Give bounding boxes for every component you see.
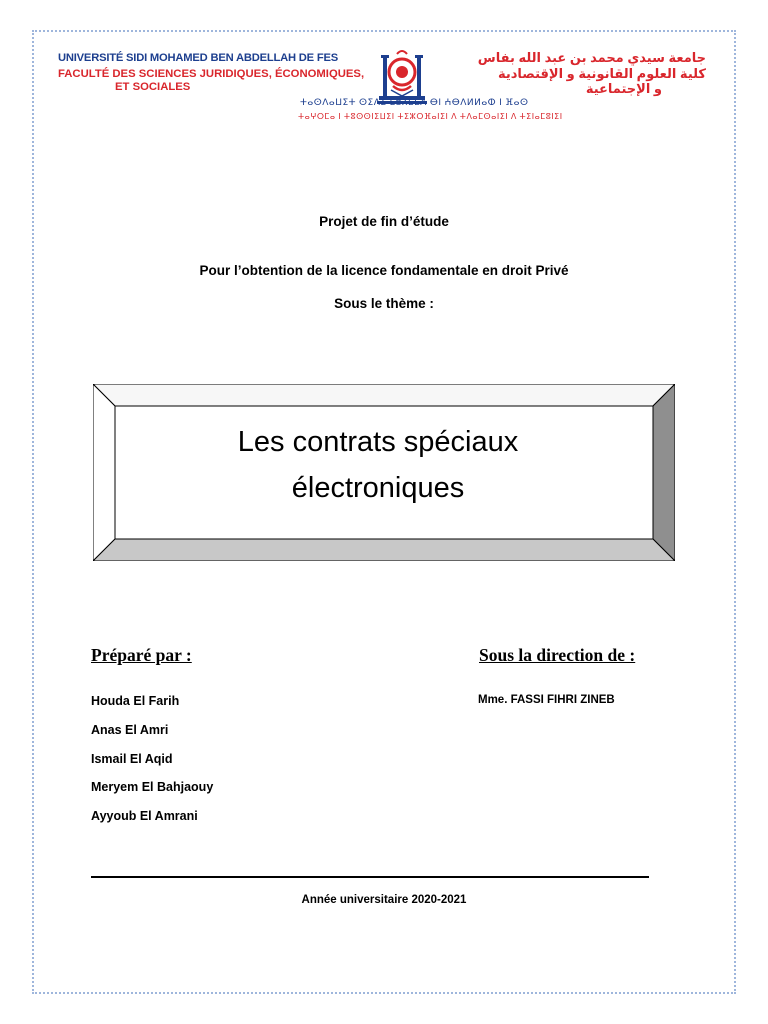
author-name: Ayyoub El Amrani — [91, 809, 198, 823]
faculty-name-ar-line1: كلية العلوم القانونية و الإقتصادية — [497, 66, 706, 81]
university-name-ar: جامعة سيدي محمد بن عبد الله بفاس — [477, 50, 706, 65]
faculty-name-ar-line2: و الإجتماعية — [585, 81, 662, 96]
author-name: Ismail El Aqid — [91, 752, 173, 766]
document-title — [115, 406, 641, 524]
prepared-by-heading: Préparé par : — [91, 645, 192, 665]
document-title-line1: Les contrats spéciaux — [237, 426, 519, 458]
header-french — [58, 52, 364, 94]
supervisor-name: Mme. FASSI FIHRI ZINEB — [478, 694, 615, 706]
document-title-line2: électroniques — [291, 472, 465, 504]
academic-year: Année universitaire 2020-2021 — [301, 894, 467, 906]
title-frame — [93, 384, 675, 561]
author-name: Meryem El Bahjaouy — [91, 780, 214, 794]
faculty-name-ar — [478, 66, 706, 96]
faculty-name-fr-line2: ET SOCIALES — [115, 81, 191, 93]
footer-divider — [91, 876, 649, 878]
supervision-heading: Sous la direction de : — [479, 645, 636, 665]
faculty-name-fr — [58, 68, 364, 94]
university-name-fr: UNIVERSITÉ SIDI MOHAMED BEN ABDELLAH DE FES — [58, 52, 339, 64]
author-name: Anas El Amri — [91, 723, 169, 737]
faculty-name-fr-line1: FACULTÉ DES SCIENCES JURIDIQUES, ÉCONOMIQUES, — [58, 68, 365, 80]
theme-label: Sous le thème : — [334, 296, 434, 311]
tifinagh-university-name: ⵜⴰⵙⴷⴰⵡⵉⵜ ⵙⵉⴷⵉ ⵎⵓⵃⵎⵎⴷ ⴱⵏ ⵄⴱⴷⵍⵍⴰⵀ ⵏ ⴼⴰⵙ — [300, 97, 529, 107]
project-type: Projet de fin d’étude — [319, 214, 449, 229]
degree-purpose: Pour l’obtention de la licence fondamentale en droit Privé — [199, 263, 569, 278]
tifinagh-faculty-name: ⵜⴰⵖⵔⵎⴰ ⵏ ⵜⵓⵙⵙⵏⵉⵡⵉⵏ ⵜⵉⵣⵔⴼⴰⵏⵉⵏ ⴷ ⵜⴷⴰⵎⵙⴰⵏⵉⵏ ⴷ ⵜⵉⵏⴰⵎⵓⵏⵉⵏ — [298, 112, 563, 121]
header-arabic — [478, 50, 706, 96]
author-name: Houda El Farih — [91, 694, 180, 708]
